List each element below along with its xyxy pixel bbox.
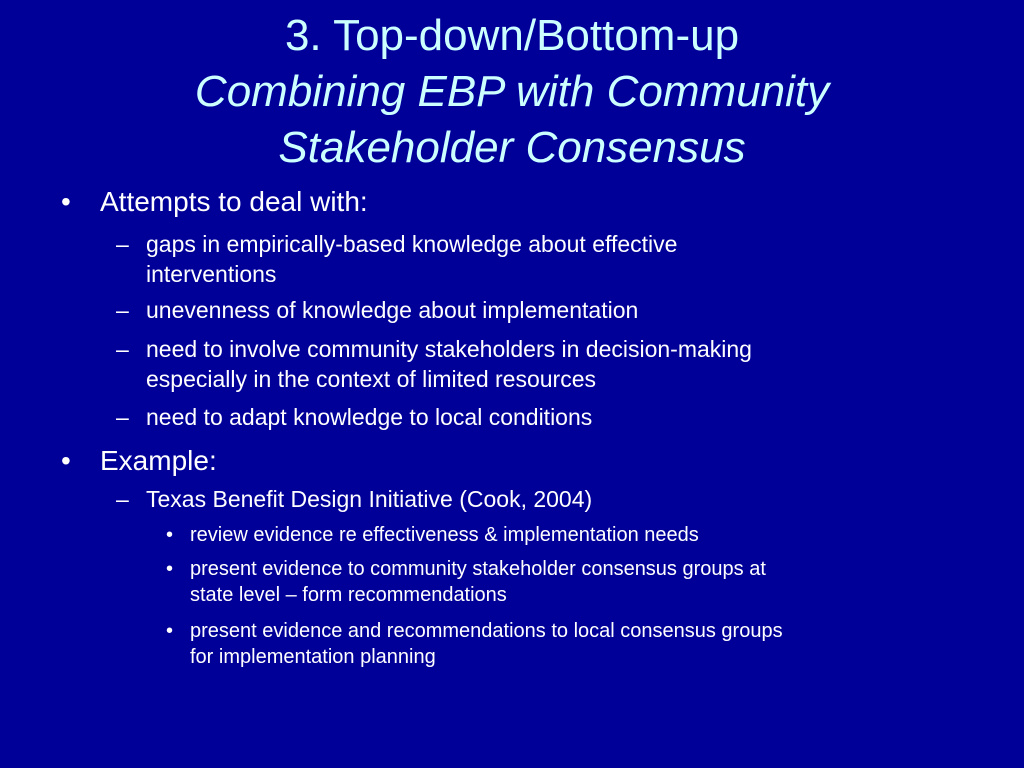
dash-marker: – bbox=[116, 404, 129, 430]
sub-bullet-text: need to adapt knowledge to local conditions bbox=[146, 404, 593, 430]
sub-sub-bullet-text: present evidence to community stakeholder consensus groups at state level – form recommendations bbox=[190, 558, 766, 606]
dash-marker: – bbox=[116, 486, 129, 512]
sub-bullet-text: gaps in empirically-based knowledge about effective interventions bbox=[146, 231, 678, 287]
dash-marker: – bbox=[116, 336, 129, 362]
bullet-marker: • bbox=[61, 186, 71, 217]
title-line-2: Combining EBP with Community bbox=[194, 67, 830, 116]
sub-bullet-text: need to involve community stakeholders in decision-making especially in the context of limited resources bbox=[146, 336, 752, 392]
sub-bullet-text: unevenness of knowledge about implementation bbox=[146, 297, 639, 323]
bullet-text: Attempts to deal with: bbox=[100, 186, 368, 217]
title-line-3: Stakeholder Consensus bbox=[278, 123, 746, 172]
dash-marker: – bbox=[116, 231, 129, 257]
sub-bullet-text: Texas Benefit Design Initiative (Cook, 2004) bbox=[146, 486, 593, 512]
bullet-marker: • bbox=[166, 620, 174, 642]
title-line-1: 3. Top-down/Bottom-up bbox=[284, 11, 740, 60]
bullet-marker: • bbox=[61, 445, 71, 476]
sub-sub-bullet-text: review evidence re effectiveness & implementation needs bbox=[190, 524, 699, 546]
dash-marker: – bbox=[116, 297, 129, 323]
sub-sub-bullet-text: present evidence and recommendations to local consensus groups for implementation planning bbox=[190, 620, 783, 668]
bullet-text: Example: bbox=[100, 445, 217, 476]
bullet-marker: • bbox=[166, 524, 174, 546]
bullet-marker: • bbox=[166, 558, 174, 580]
